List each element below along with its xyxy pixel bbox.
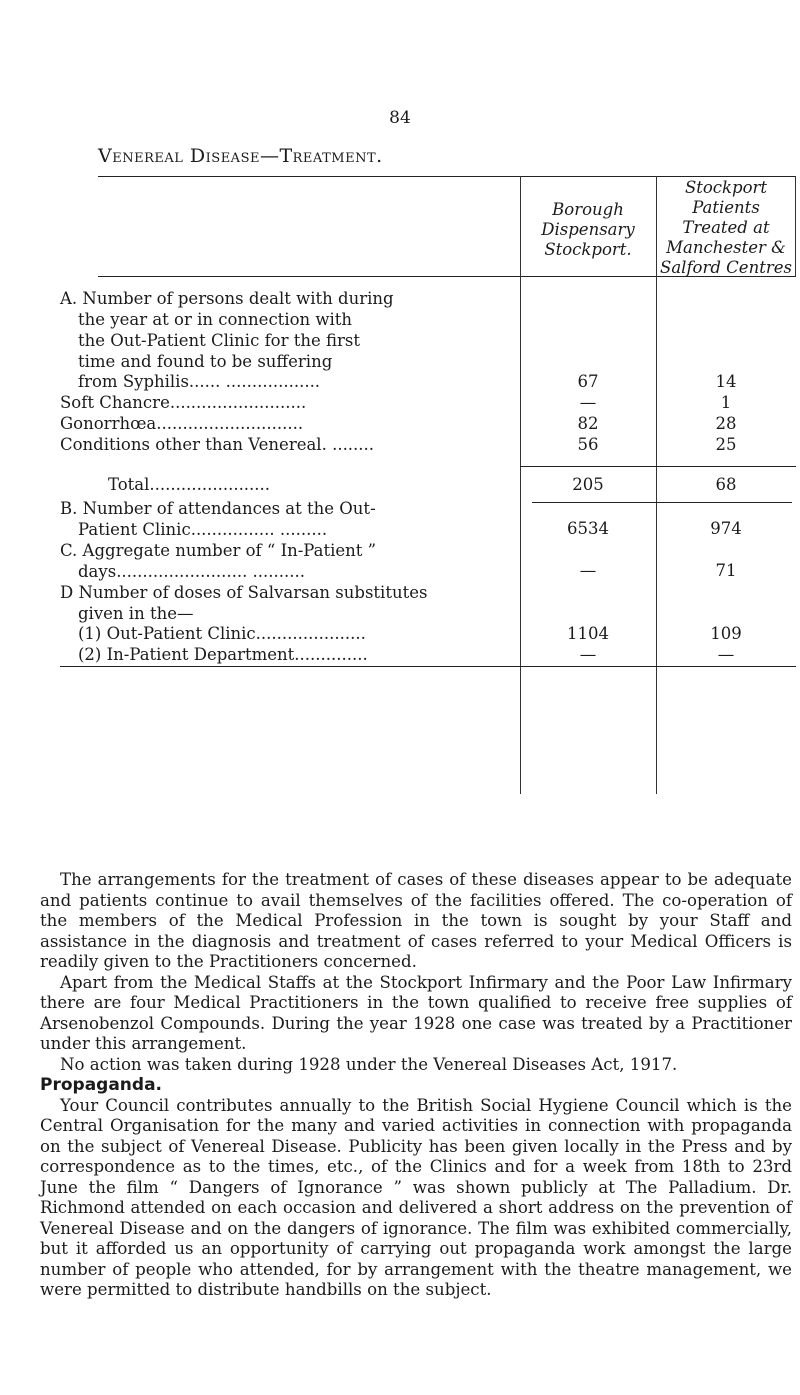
body-text <box>40 870 792 1301</box>
section-a-label: A. Number of persons dealt with during the year at or in connection with the Out-Patient Clinic for the first time and found to be suffering <box>60 289 394 371</box>
total-v1: 205 <box>572 475 604 494</box>
row-chancre-v1: — <box>579 393 597 412</box>
row-c-v2: 71 <box>715 561 737 580</box>
row-other-v2: 25 <box>715 435 737 454</box>
col1-left-line <box>520 176 521 794</box>
row-gonorrhoea-v1: 82 <box>577 414 599 433</box>
row-gonorrhoea-label: Gonorrhœa............................ <box>60 414 304 433</box>
row-d1-label: (1) Out-Patient Clinic..................... <box>78 624 366 643</box>
row-syphilis-v1: 67 <box>577 372 599 391</box>
propaganda-heading: Propaganda. <box>40 1075 163 1095</box>
row-chancre-v2: 1 <box>720 393 732 412</box>
heading-first: Venereal Disease <box>98 145 260 167</box>
heading-second: Treatment. <box>279 145 383 167</box>
paragraph: No action was taken during 1928 under the Venereal Diseases Act, 1917. <box>60 1054 678 1074</box>
row-b-label: B. Number of attendances at the Out- Patient Clinic................ ......... <box>60 499 376 539</box>
page-heading <box>98 145 383 167</box>
row-d1-v2: 109 <box>710 624 742 643</box>
table-top-rule <box>98 176 796 177</box>
row-d1-v1: 1104 <box>567 624 609 643</box>
paragraph: The arrangements for the treatment of cases of these diseases appear to be adequate and patients continue to avail themselves of the facilities offered. The co-operation of the members of the Medical Profession in the town is sought by your Staff and assistance in the diagnosis and treatment of cases referred to your Medical Officers is readily given to the Practitioners concerned. <box>40 870 792 971</box>
paragraph: Apart from the Medical Staffs at the Stockport Infirmary and the Poor Law Infirmary there are four Medical Practitioners in the town qualified to receive free supplies of Arsenobenzol Compounds. During the year 1928 one case was treated by a Practitioner under this arrangement. <box>40 972 792 1053</box>
row-d2-v1: — <box>579 645 597 664</box>
row-d2-v2: — <box>717 645 735 664</box>
row-b-v2: 974 <box>710 519 742 538</box>
row-other-v1: 56 <box>577 435 599 454</box>
heading-dash: — <box>259 145 280 167</box>
total-label: Total....................... <box>108 475 271 494</box>
row-c-label: C. Aggregate number of “ In-Patient ” days......................... .......... <box>60 541 377 581</box>
total-bottom-rule <box>532 502 792 503</box>
page-number: 84 <box>389 108 411 128</box>
row-other-label: Conditions other than Venereal. ........ <box>60 435 375 454</box>
col-header-stockport-patients: Stockport Patients Treated at Manchester & Salford Centres <box>660 178 792 277</box>
row-c-v1: — <box>579 561 597 580</box>
propaganda-paragraph: Your Council contributes annually to the British Social Hygiene Council which is the Central Organisation for the many and varied activities in connection with propaganda on the subject of Venereal Disease. Publicity has been given locally in the Press and by correspondence as to the times, etc., of the Clinics and for a week from 18th to 23rd June the film “ Dangers of Ignorance ” was shown publicly at The Palladium. Dr. Richmond attended on each occasion and delivered a short address on the prevention of Venereal Disease and on the dangers of ignorance. The film was exhibited commercially, but it afforded us an opportunity of carrying out propaganda work amongst the large number of people who attended, for by arrangement with the theatre management, we were permitted to distribute handbills on the subject. <box>40 1095 792 1299</box>
total-top-rule-1 <box>520 466 656 467</box>
row-syphilis-v2: 14 <box>715 372 737 391</box>
row-chancre-label: Soft Chancre.......................... <box>60 393 307 412</box>
row-gonorrhoea-v2: 28 <box>715 414 737 433</box>
table-bottom-rule <box>60 666 796 667</box>
row-syphilis-label: from Syphilis...... .................. <box>78 372 321 391</box>
total-v2: 68 <box>715 475 737 494</box>
row-d2-label: (2) In-Patient Department.............. <box>78 645 368 664</box>
total-top-rule-2 <box>656 466 796 467</box>
row-b-v1: 6534 <box>567 519 609 538</box>
row-d-label: D Number of doses of Salvarsan substitutes given in the— <box>60 583 428 623</box>
col-header-borough: Borough Dispensary Stockport. <box>541 200 635 259</box>
